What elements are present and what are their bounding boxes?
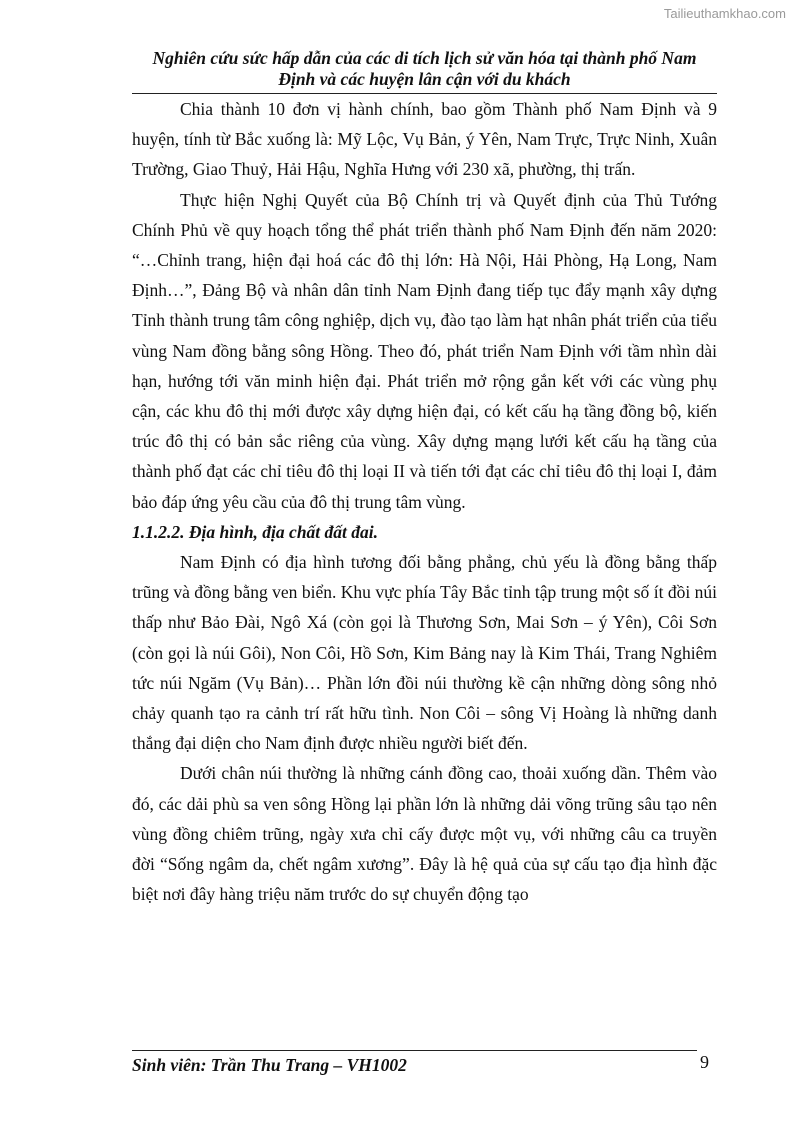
document-body bbox=[132, 94, 717, 909]
paragraph-fields: Dưới chân núi thường là những cánh đồng cao, thoải xuống dần. Thêm vào đó, các dải phù sa ven sông Hồng lại phần lớn là những dải võng trũng sâu tạo nên vùng đồng chiêm trũng, ngày xưa chỉ cấy được một vụ, với những câu ca truyền đời “Sống ngâm da, chết ngâm xương”. Đây là hệ quả của sự cấu tạo địa hình đặc biệt nơi đây hàng triệu năm trước do sự chuyển động tạo bbox=[132, 763, 717, 905]
paragraph-terrain: Nam Định có địa hình tương đối bằng phẳng, chủ yếu là đồng bằng thấp trũng và đồng bằng ven biển. Khu vực phía Tây Bắc tỉnh tập trung một số ít đồi núi thấp như Bảo Đài, Ngô Xá (còn gọi là Thương Sơn, Mai Sơn – ý Yên), Côi Sơn (còn gọi là núi Gôi), Non Côi, Hồ Sơn, Kim Bảng nay là Kim Thái, Trang Nghiêm tức núi Ngăm (Vụ Bản)… Phần lớn đồi núi thường kề cận những dòng sông nhỏ chảy quanh tạo ra cảnh trí rất hữu tình. Non Côi – sông Vị Hoàng là những danh thắng đại diện cho Nam định được nhiều người biết đến. bbox=[132, 552, 717, 754]
footer-divider bbox=[132, 1050, 697, 1051]
section-heading: 1.1.2.2. Địa hình, địa chất đất đai. bbox=[132, 521, 379, 542]
watermark: Tailieuthamkhao.com bbox=[663, 6, 786, 21]
page-number: 9 bbox=[700, 1052, 709, 1072]
paragraph-development-plan: Thực hiện Nghị Quyết của Bộ Chính trị và Quyết định của Thủ Tướng Chính Phủ về quy hoạch tổng thể phát triển thành phố Nam Định đến năm 2020: “…Chỉnh trang, hiện đại hoá các đô thị lớn: Hà Nội, Hải Phòng, Hạ Long, Nam Định…”, Đảng Bộ và nhân dân tỉnh Nam Định đang tiếp tục đẩy mạnh xây dựng Tỉnh thành trung tâm công nghiệp, dịch vụ, đào tạo làm hạt nhân phát triển của tiểu vùng Nam đồng bằng sông Hồng. Theo đó, phát triển Nam Định với tầm nhìn dài hạn, hướng tới văn minh hiện đại. Phát triển mở rộng gắn kết với các vùng phụ cận, các khu đô thị mới được xây dựng hiện đại, có kết cấu hạ tầng đồng bộ, kiến trúc đô thị có bản sắc riêng của vùng. Xây dựng mạng lưới kết cấu hạ tầng của thành phố đạt các chỉ tiêu đô thị loại II và tiến tới đạt các chỉ tiêu đô thị loại I, đảm bảo đáp ứng yêu cầu của đô thị trung tâm vùng. bbox=[132, 189, 717, 512]
paragraph-administrative-units: Chia thành 10 đơn vị hành chính, bao gồm Thành phố Nam Định và 9 huyện, tính từ Bắc xuống là: Mỹ Lộc, Vụ Bản, ý Yên, Nam Trực, Trực Ninh, Xuân Trường, Giao Thuỷ, Hải Hậu, Nghĩa Hưng với 230 xã, phường, thị trấn. bbox=[132, 99, 717, 180]
footer-author: Sinh viên: Trần Thu Trang – VH1002 bbox=[132, 1055, 407, 1075]
page-header-title: Nghiên cứu sức hấp dẫn của các di tích lịch sử văn hóa tại thành phố Nam Định và các huyện lân cận với du khách bbox=[152, 48, 697, 89]
